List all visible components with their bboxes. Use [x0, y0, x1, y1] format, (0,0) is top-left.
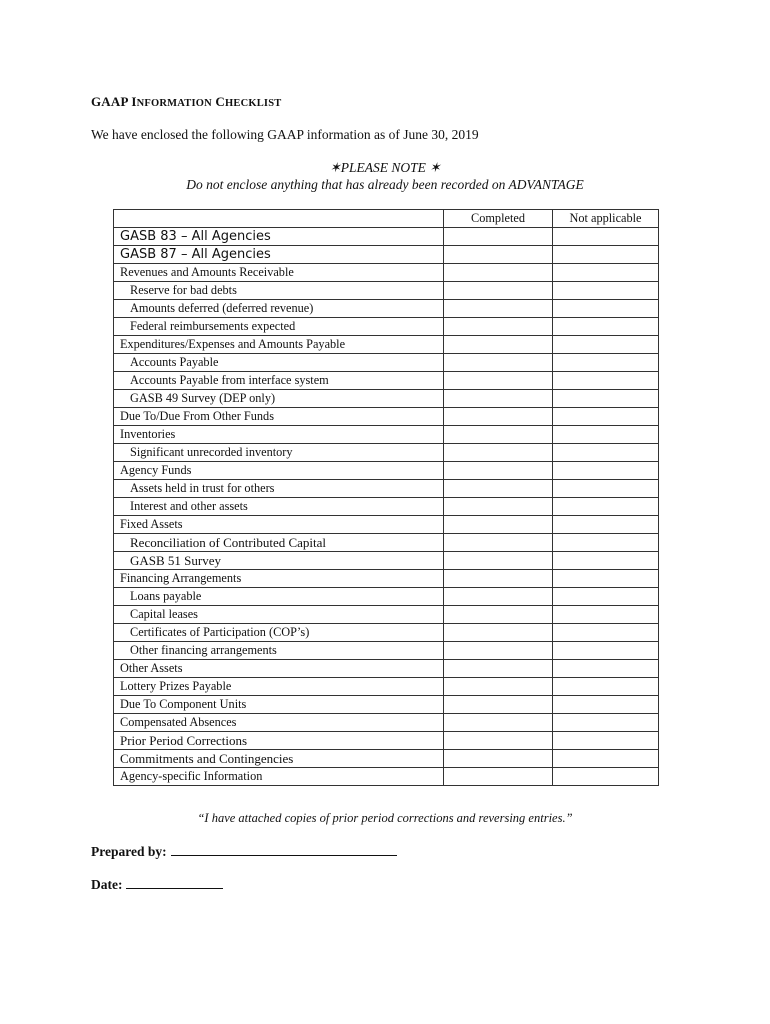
table-row: [114, 768, 659, 786]
checklist-item-label: Inventories: [114, 426, 444, 444]
completed-cell[interactable]: [444, 408, 553, 426]
checklist-item-label: Interest and other assets: [114, 498, 444, 516]
table-row: [114, 228, 659, 246]
checklist-item-label: Due To Component Units: [114, 696, 444, 714]
completed-cell[interactable]: [444, 336, 553, 354]
completed-cell[interactable]: [444, 696, 553, 714]
completed-cell[interactable]: [444, 264, 553, 282]
completed-cell[interactable]: [444, 228, 553, 246]
completed-cell[interactable]: [444, 354, 553, 372]
date-field[interactable]: [126, 875, 223, 889]
not-applicable-cell[interactable]: [553, 462, 659, 480]
checklist-item-label: Amounts deferred (deferred revenue): [114, 300, 444, 318]
header-not-applicable: Not applicable: [553, 210, 659, 228]
checklist-item-label: Capital leases: [114, 606, 444, 624]
title-rest-2: HECKLIST: [225, 98, 282, 109]
title-lead: GAAP: [91, 94, 128, 109]
checklist-body: [114, 228, 659, 786]
checklist-item-label: Agency-specific Information: [114, 768, 444, 786]
completed-cell[interactable]: [444, 390, 553, 408]
not-applicable-cell[interactable]: [553, 372, 659, 390]
checklist-item-label: Reconciliation of Contributed Capital: [114, 534, 444, 552]
not-applicable-cell[interactable]: [553, 624, 659, 642]
table-row: [114, 246, 659, 264]
not-applicable-cell[interactable]: [553, 264, 659, 282]
not-applicable-cell[interactable]: [553, 480, 659, 498]
not-applicable-cell[interactable]: [553, 660, 659, 678]
date-label: Date:: [91, 877, 123, 892]
table-row: [114, 588, 659, 606]
completed-cell[interactable]: [444, 318, 553, 336]
completed-cell[interactable]: [444, 714, 553, 732]
table-row: [114, 336, 659, 354]
checklist-item-label: Lottery Prizes Payable: [114, 678, 444, 696]
checklist-item-label: Other Assets: [114, 660, 444, 678]
not-applicable-cell[interactable]: [553, 426, 659, 444]
completed-cell[interactable]: [444, 570, 553, 588]
checklist-item-label: Other financing arrangements: [114, 642, 444, 660]
title-rest-1: NFORMATION: [136, 98, 212, 109]
table-row: [114, 498, 659, 516]
table-row: [114, 426, 659, 444]
completed-cell[interactable]: [444, 552, 553, 570]
completed-cell[interactable]: [444, 480, 553, 498]
not-applicable-cell[interactable]: [553, 246, 659, 264]
not-applicable-cell[interactable]: [553, 606, 659, 624]
checklist-item-label: Certificates of Participation (COP’s): [114, 624, 444, 642]
not-applicable-cell[interactable]: [553, 498, 659, 516]
completed-cell[interactable]: [444, 372, 553, 390]
table-row: [114, 390, 659, 408]
checklist-item-label: Significant unrecorded inventory: [114, 444, 444, 462]
not-applicable-cell[interactable]: [553, 228, 659, 246]
checklist-item-label: Expenditures/Expenses and Amounts Payable: [114, 336, 444, 354]
not-applicable-cell[interactable]: [553, 714, 659, 732]
not-applicable-cell[interactable]: [553, 390, 659, 408]
table-row: [114, 282, 659, 300]
checklist-item-label: Federal reimbursements expected: [114, 318, 444, 336]
not-applicable-cell[interactable]: [553, 732, 659, 750]
note-text: Do not enclose anything that has already been recorded on ADVANTAGE: [186, 177, 584, 192]
table-row: [114, 696, 659, 714]
title-initial-1: I: [131, 94, 137, 109]
table-row: [114, 264, 659, 282]
checklist-item-label: Compensated Absences: [114, 714, 444, 732]
table-row: [114, 714, 659, 732]
completed-cell[interactable]: [444, 642, 553, 660]
table-row: [114, 552, 659, 570]
completed-cell[interactable]: [444, 444, 553, 462]
checklist-item-label: GASB 83 – All Agencies: [114, 228, 444, 246]
checklist-item-label: Agency Funds: [114, 462, 444, 480]
checklist-item-label: Assets held in trust for others: [114, 480, 444, 498]
not-applicable-cell[interactable]: [553, 750, 659, 768]
table-row: [114, 750, 659, 768]
not-applicable-cell[interactable]: [553, 696, 659, 714]
table-row: [114, 516, 659, 534]
page-title: [91, 94, 281, 110]
completed-cell[interactable]: [444, 732, 553, 750]
completed-cell[interactable]: [444, 300, 553, 318]
not-applicable-cell[interactable]: [553, 444, 659, 462]
checklist-item-label: Loans payable: [114, 588, 444, 606]
date-line: [91, 875, 223, 893]
completed-cell[interactable]: [444, 516, 553, 534]
table-row: [114, 480, 659, 498]
table-row: [114, 678, 659, 696]
prepared-by-line: [91, 842, 397, 860]
note-heading: ✶PLEASE NOTE ✶: [329, 160, 441, 175]
table-row: [114, 570, 659, 588]
not-applicable-cell[interactable]: [553, 300, 659, 318]
not-applicable-cell[interactable]: [553, 570, 659, 588]
not-applicable-cell[interactable]: [553, 642, 659, 660]
checklist-item-label: GASB 49 Survey (DEP only): [114, 390, 444, 408]
table-row: [114, 444, 659, 462]
completed-cell[interactable]: [444, 660, 553, 678]
table-row: [114, 606, 659, 624]
checklist-table: [113, 209, 659, 786]
not-applicable-cell[interactable]: [553, 354, 659, 372]
completed-cell[interactable]: [444, 750, 553, 768]
not-applicable-cell[interactable]: [553, 534, 659, 552]
table-row: [114, 732, 659, 750]
not-applicable-cell[interactable]: [553, 318, 659, 336]
checklist-item-label: Prior Period Corrections: [114, 732, 444, 750]
table-header-row: [114, 210, 659, 228]
checklist-item-label: Fixed Assets: [114, 516, 444, 534]
prepared-by-label: Prepared by:: [91, 844, 167, 859]
completed-cell[interactable]: [444, 606, 553, 624]
checklist-item-label: GASB 87 – All Agencies: [114, 246, 444, 264]
not-applicable-cell[interactable]: [553, 768, 659, 786]
table-row: [114, 624, 659, 642]
title-initial-2: C: [215, 94, 225, 109]
completed-cell[interactable]: [444, 282, 553, 300]
table-row: [114, 408, 659, 426]
not-applicable-cell[interactable]: [553, 588, 659, 606]
completed-cell[interactable]: [444, 768, 553, 786]
checklist-item-label: GASB 51 Survey: [114, 552, 444, 570]
checklist-item-label: Due To/Due From Other Funds: [114, 408, 444, 426]
completed-cell[interactable]: [444, 426, 553, 444]
table-row: [114, 534, 659, 552]
header-completed: Completed: [444, 210, 553, 228]
completed-cell[interactable]: [444, 534, 553, 552]
checklist-item-label: Accounts Payable from interface system: [114, 372, 444, 390]
completed-cell[interactable]: [444, 246, 553, 264]
prepared-by-field[interactable]: [171, 842, 397, 856]
not-applicable-cell[interactable]: [553, 408, 659, 426]
checklist-item-label: Revenues and Amounts Receivable: [114, 264, 444, 282]
checklist-item-label: Financing Arrangements: [114, 570, 444, 588]
table-row: [114, 318, 659, 336]
not-applicable-cell[interactable]: [553, 516, 659, 534]
table-row: [114, 660, 659, 678]
checklist-item-label: Commitments and Contingencies: [114, 750, 444, 768]
table-row: [114, 462, 659, 480]
completed-cell[interactable]: [444, 462, 553, 480]
attestation-quote: “I have attached copies of prior period corrections and reversing entries.”: [197, 811, 573, 825]
table-row: [114, 372, 659, 390]
not-applicable-cell[interactable]: [553, 552, 659, 570]
completed-cell[interactable]: [444, 678, 553, 696]
completed-cell[interactable]: [444, 624, 553, 642]
not-applicable-cell[interactable]: [553, 282, 659, 300]
completed-cell[interactable]: [444, 588, 553, 606]
table-row: [114, 300, 659, 318]
checklist-item-label: Accounts Payable: [114, 354, 444, 372]
completed-cell[interactable]: [444, 498, 553, 516]
not-applicable-cell[interactable]: [553, 336, 659, 354]
header-item: [114, 210, 444, 228]
intro-text: We have enclosed the following GAAP information as of June 30, 2019: [91, 127, 479, 142]
not-applicable-cell[interactable]: [553, 678, 659, 696]
checklist-item-label: Reserve for bad debts: [114, 282, 444, 300]
table-row: [114, 354, 659, 372]
table-row: [114, 642, 659, 660]
